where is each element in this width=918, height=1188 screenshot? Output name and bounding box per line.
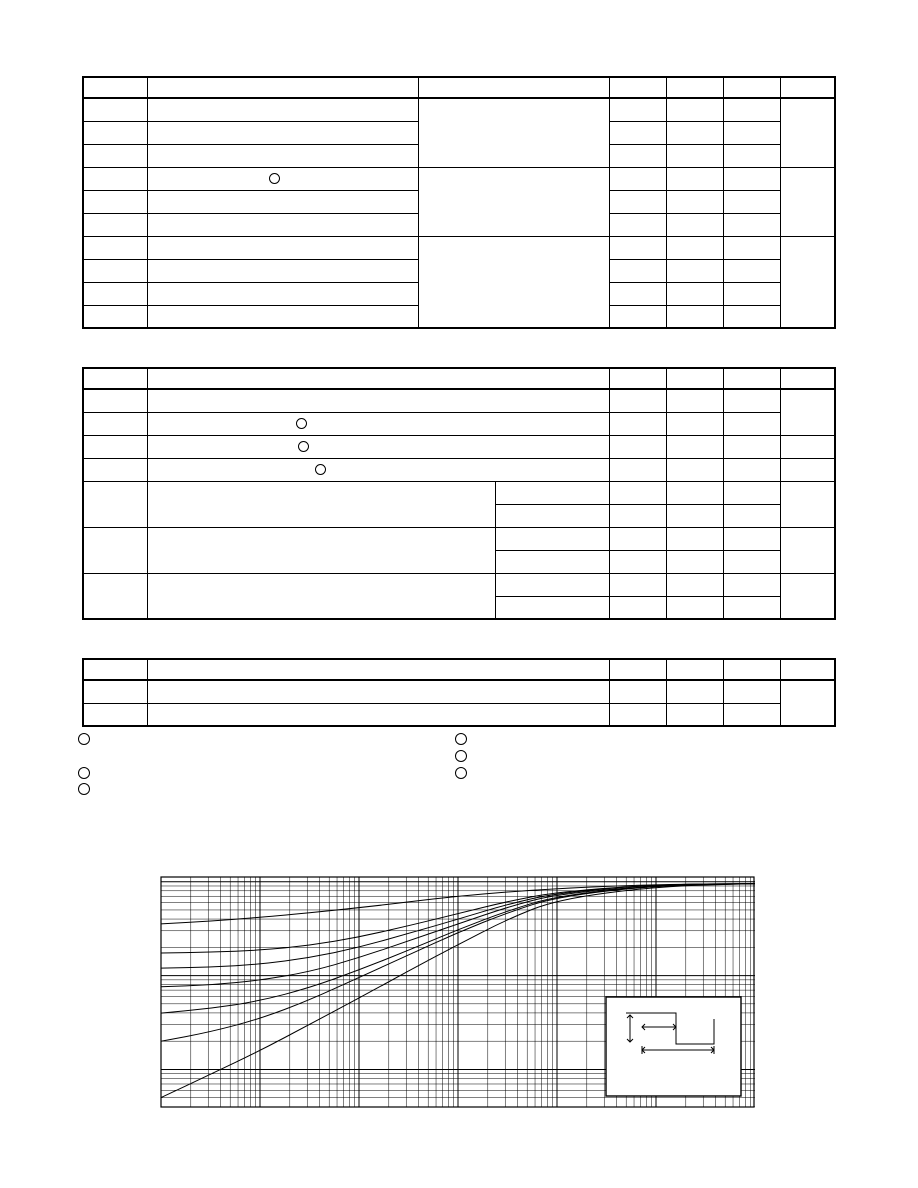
table-header-row — [83, 659, 835, 680]
table-row — [83, 236, 835, 259]
diode-table — [82, 658, 836, 727]
note-ref-mark — [298, 441, 309, 452]
header-cell — [609, 368, 666, 389]
table-row — [83, 573, 835, 596]
header-cell — [147, 368, 609, 389]
footnote-mark-1 — [78, 733, 90, 745]
header-cell — [147, 77, 418, 98]
pulse-waveform-inset — [606, 997, 741, 1096]
table-row — [83, 703, 835, 726]
footnote-mark-6 — [455, 767, 467, 779]
header-cell — [780, 659, 835, 680]
header-cell — [609, 77, 666, 98]
transient-thermal-chart — [160, 876, 756, 1108]
electrical-table — [82, 367, 836, 620]
table-row — [83, 98, 835, 121]
table-row — [83, 481, 835, 504]
table-row — [83, 167, 835, 190]
header-cell — [666, 659, 723, 680]
header-cell — [666, 368, 723, 389]
note-ref-mark — [269, 173, 280, 184]
header-cell — [666, 77, 723, 98]
header-cell — [723, 659, 780, 680]
table-row — [83, 412, 835, 435]
header-cell — [83, 659, 147, 680]
header-cell — [418, 77, 609, 98]
header-cell — [609, 659, 666, 680]
table-header-row — [83, 368, 835, 389]
footnote-mark-3 — [78, 783, 90, 795]
thermal-table — [82, 76, 836, 329]
footnote-mark-5 — [455, 750, 467, 762]
note-ref-mark — [315, 464, 326, 475]
table-row — [83, 389, 835, 412]
footnote-mark-2 — [78, 767, 90, 779]
header-cell — [723, 77, 780, 98]
header-cell — [780, 77, 835, 98]
footnote-mark-4 — [455, 733, 467, 745]
table-row — [83, 527, 835, 550]
header-cell — [83, 368, 147, 389]
table-row — [83, 680, 835, 703]
header-cell — [723, 368, 780, 389]
header-cell — [147, 659, 609, 680]
header-cell — [83, 77, 147, 98]
table-row — [83, 435, 835, 458]
note-ref-mark — [296, 418, 307, 429]
table-row — [83, 458, 835, 481]
table-header-row — [83, 77, 835, 98]
header-cell — [780, 368, 835, 389]
